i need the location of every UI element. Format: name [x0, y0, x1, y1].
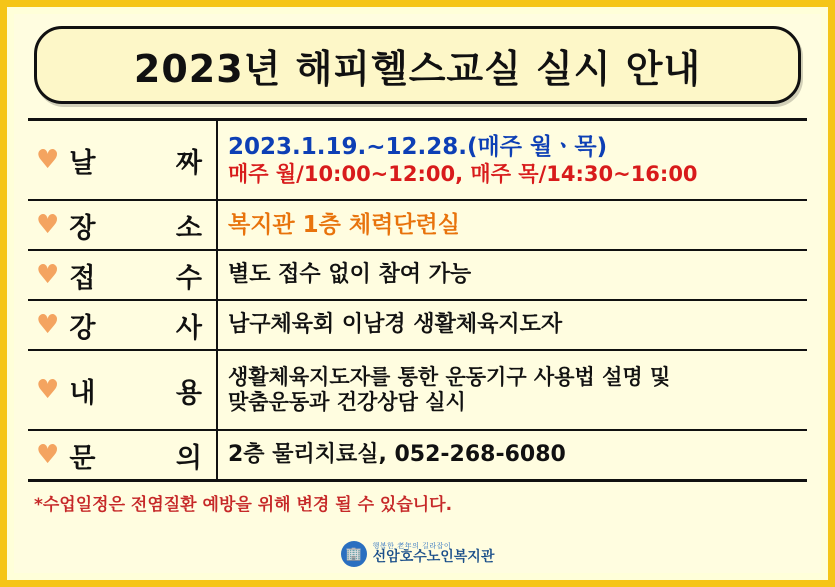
table-row-contact [28, 431, 807, 479]
label-char-left: 내 [69, 377, 96, 409]
label-char-left: 강 [69, 312, 96, 344]
label-char-right: 사 [175, 312, 202, 344]
table-row-registration [28, 251, 807, 301]
registration-text: 별도 접수 없이 참여 가능 [228, 262, 472, 288]
logo-subtitle: 행복한 老年의 길라잡이 [372, 541, 452, 550]
row-value-instructor [218, 301, 807, 349]
logo-title: 선암호수노인복지관 [372, 549, 495, 566]
row-label-text-content [69, 371, 216, 410]
row-value-registration [218, 251, 807, 299]
row-label-text-registration [69, 256, 216, 295]
logo-text [373, 543, 495, 565]
heart-icon: ♥ [36, 375, 60, 405]
label-char-right: 의 [175, 442, 202, 474]
row-label-text-contact [69, 436, 216, 475]
date-range-text: 2023.1.19.~12.28.(매주 월ㆍ목) [228, 133, 608, 160]
heart-icon: ♥ [36, 260, 60, 290]
row-value-contact [218, 431, 807, 479]
row-label-content [28, 351, 218, 429]
contact-text: 2층 물리치료실, 052-268-6080 [228, 442, 566, 468]
label-char-right: 용 [175, 377, 202, 409]
row-label-text-date [69, 141, 216, 180]
heart-icon: ♥ [36, 145, 60, 175]
table-row-place [28, 201, 807, 251]
label-char-right: 짜 [175, 147, 202, 179]
row-label-contact [28, 431, 218, 479]
label-char-left: 접 [69, 262, 96, 294]
label-char-left: 날 [69, 147, 96, 179]
content-line-2: 맞춤운동과 건강상담 실시 [228, 390, 466, 414]
page-title: 2023년 해피헬스교실 실시 안내 [133, 46, 702, 91]
date-time-text: 매주 월/10:00~12:00, 매주 목/14:30~16:00 [228, 162, 698, 187]
instructor-text: 남구체육회 이남경 생활체육지도자 [228, 312, 563, 338]
row-label-text-instructor [69, 306, 216, 345]
content-line-1: 생활체육지도자를 통한 운동기구 사용법 설명 및 [228, 364, 671, 389]
heart-icon: ♥ [36, 210, 60, 240]
organization-logo [28, 541, 807, 573]
building-icon: 🏢 [341, 541, 367, 567]
row-label-place [28, 201, 218, 249]
row-label-registration [28, 251, 218, 299]
info-table [28, 118, 807, 482]
place-text: 복지관 1층 체력단련실 [228, 211, 460, 238]
row-label-instructor [28, 301, 218, 349]
footnote: *수업일정은 전염질환 예방을 위해 변경 될 수 있습니다. [34, 495, 453, 515]
label-char-left: 문 [69, 442, 96, 474]
row-value-content [218, 351, 807, 429]
poster-title-box [34, 26, 801, 104]
heart-icon: ♥ [36, 310, 60, 340]
heart-icon: ♥ [36, 440, 60, 470]
row-label-date [28, 121, 218, 199]
label-char-right: 소 [175, 212, 202, 244]
table-row-content [28, 351, 807, 431]
row-value-place [218, 201, 807, 249]
table-row-date [28, 121, 807, 201]
poster-inner [14, 14, 821, 573]
row-value-date [218, 121, 807, 199]
label-char-left: 장 [69, 212, 96, 244]
label-char-right: 수 [175, 262, 202, 294]
row-label-text-place [69, 206, 216, 245]
table-row-instructor [28, 301, 807, 351]
